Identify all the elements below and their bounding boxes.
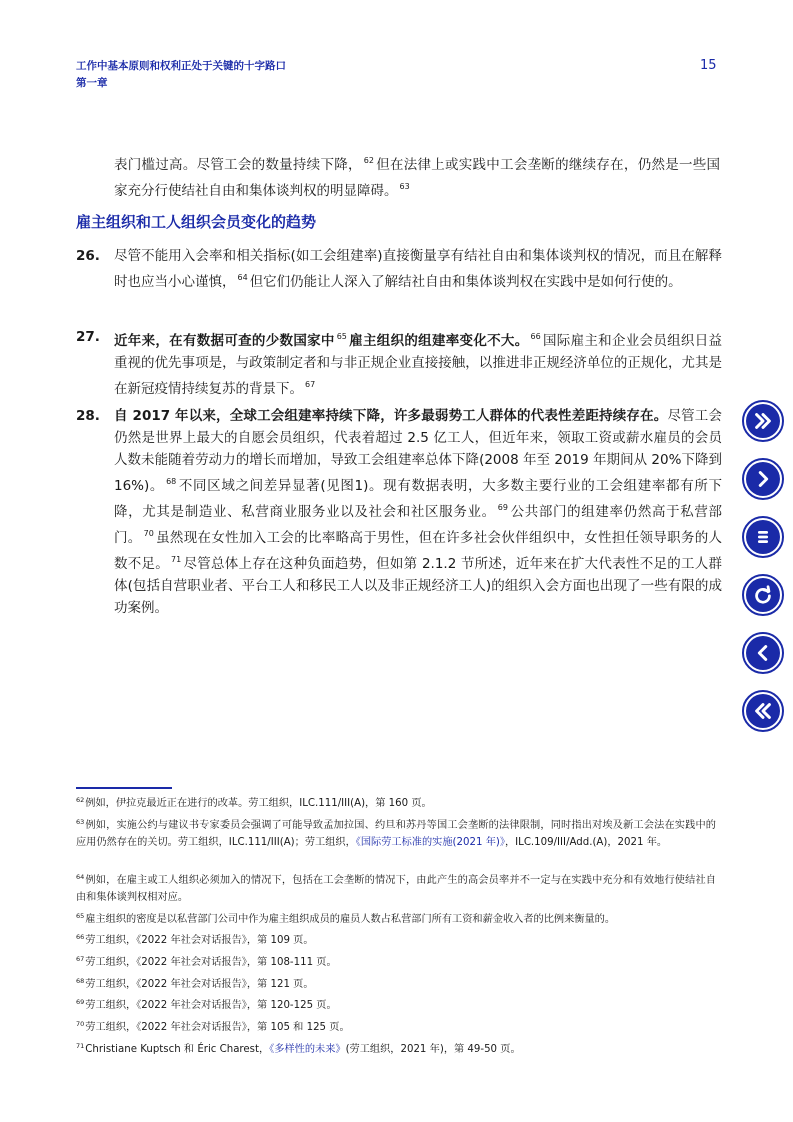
footnote-64: $^{64}$例如，在雇主或工人组织必须加入的情况下，包括在工会垄断的情况下，由此产生的高会员率并不一定与在实践中充分和有效地行使结社自由和集体谈判权相对应。 bbox=[76, 873, 716, 903]
footnote-66: $^{66}$劳工组织，《2022 年社会对话报告》，第 109 页。 bbox=[76, 933, 314, 946]
footnote-69: $^{69}$劳工组织，《2022 年社会对话报告》，第 120-125 页。 bbox=[76, 998, 337, 1011]
footnote-ref[interactable]: 69 bbox=[497, 503, 508, 512]
running-header bbox=[76, 58, 286, 92]
footnote-ref[interactable]: 68 bbox=[166, 477, 177, 486]
footnote-62: $^{62}$例如，伊拉克最近正在进行的改革。劳工组织，ILC.111/III(A)，第 160 页。 bbox=[76, 796, 432, 809]
chevron-left-icon bbox=[752, 642, 774, 664]
paragraph-26 bbox=[76, 245, 722, 293]
footnote-ref[interactable]: 70 bbox=[143, 529, 154, 538]
document-title: 工作中基本原则和权利正处于关键的十字路口 bbox=[76, 60, 286, 72]
footnote-63: $^{63}$例如，实施公约与建议书专家委员会强调了可能导致孟加拉国、约旦和苏丹等国工会垄断的法律限制，同时指出对埃及新工会法在实践中的应用仍然存在的关切。劳工组织，ILC.111/III(A)；劳工组织，《国际劳工标准的实施(2021 年)》，ILC.109/III/Add.(A)，2021 年。 bbox=[76, 818, 716, 848]
footnote-ref[interactable]: 66 bbox=[530, 332, 541, 341]
chevron-right-icon bbox=[752, 468, 774, 490]
paragraph-number: 27. bbox=[76, 329, 100, 345]
footnote-68: $^{68}$劳工组织，《2022 年社会对话报告》，第 121 页。 bbox=[76, 977, 314, 990]
back-button[interactable] bbox=[742, 574, 784, 616]
intro-paragraph: 表门槛过高。尽管工会的数量持续下降， $^{62}$ 但在法律上或实践中工会垄断的继续存在，仍然是一些国家充分行使结社自由和集体谈判权的明显障碍。 $^{63}$ bbox=[114, 156, 721, 199]
previous-page-button[interactable] bbox=[742, 632, 784, 674]
footnote-ref[interactable]: 63 bbox=[399, 182, 410, 191]
paragraph-number: 28. bbox=[76, 408, 100, 424]
footnote-ref[interactable]: 71 bbox=[171, 555, 182, 564]
paragraph-number: 26. bbox=[76, 248, 100, 264]
page-number: 15 bbox=[700, 58, 717, 73]
footnote-71: $^{71}$Christiane Kuptsch 和 Éric Charest，《多样性的未来》(劳工组织，2021 年)，第 49-50 页。 bbox=[76, 1042, 521, 1055]
paragraph-27 bbox=[76, 326, 722, 400]
footnote-ref[interactable]: 62 bbox=[363, 156, 374, 165]
paragraph-28 bbox=[76, 405, 722, 619]
section-heading: 雇主组织和工人组织会员变化的趋势 bbox=[76, 213, 317, 231]
report-link[interactable]: 《多样性的未来》 bbox=[269, 1044, 346, 1055]
footnote-67: $^{67}$劳工组织，《2022 年社会对话报告》，第 108-111 页。 bbox=[76, 955, 337, 968]
report-link[interactable]: 《国际劳工标准的实施(2021 年)》 bbox=[355, 837, 505, 848]
footnote-ref[interactable]: 64 bbox=[237, 273, 248, 282]
footnote-ref[interactable]: 65 bbox=[336, 332, 347, 341]
double-chevron-right-icon bbox=[752, 410, 774, 432]
menu-lines-icon bbox=[752, 526, 774, 548]
last-page-button[interactable] bbox=[742, 400, 784, 442]
chapter-label: 第一章 bbox=[76, 77, 108, 89]
refresh-icon bbox=[752, 584, 774, 606]
footnote-divider bbox=[76, 787, 172, 789]
double-chevron-left-icon bbox=[752, 700, 774, 722]
next-page-button[interactable] bbox=[742, 458, 784, 500]
footnote-ref[interactable]: 67 bbox=[305, 380, 316, 389]
first-page-button[interactable] bbox=[742, 690, 784, 732]
footnote-65: $^{65}$雇主组织的密度是以私营部门公司中作为雇主组织成员的雇员人数占私营部门所有工资和薪金收入者的比例来衡量的。 bbox=[76, 912, 616, 925]
paragraph-text: 近年来，在有数据可查的少数国家中 $^{65}$ 雇主组织的组建率变化不大。 $^{66}$ 国际雇主和企业会员组织日益重视的优先事项是，与政策制定者和与非正规企业直接接触，以推进非正规经济单位的正规化，尤其是在新冠疫情持续复苏的背景下。 $^{67}$ bbox=[114, 332, 723, 397]
footnote-70: $^{70}$劳工组织，《2022 年社会对话报告》，第 105 和 125 页。 bbox=[76, 1020, 350, 1033]
paragraph-text: 尽管不能用入会率和相关指标(如工会组建率)直接衡量享有结社自由和集体谈判权的情况，而且在解释时也应当小心谨慎， $^{64}$ 但它们仍能让人深入了解结社自由和集体谈判权在实践中是如何行使的。 bbox=[114, 248, 722, 290]
contents-button[interactable] bbox=[742, 516, 784, 558]
paragraph-text: 自 2017 年以来，全球工会组建率持续下降，许多最弱势工人群体的代表性差距持续存在。尽管工会仍然是世界上最大的自愿会员组织，代表着超过 2.5 亿工人，但近年来，领取工资或薪水雇员的会员人数未能随着劳动力的增长而增加，导致工会组建率总体下降(2008 年至 2019 年期间从 20%下降到 16%)。 $^{68}$ 不同区域之间差异显著(见图1)。现有数据表明，大多数主要行业的工会组建率都有所下降，尤其是制造业、私营商业服务业以及社会和社区服务业。 $^{69}$ 公共部门的组建率仍然高于私营部门。 $^{70}$ 虽然现在女性加入工会的比率略高于男性，但在许多社会伙伴组织中，女性担任领导职务的人数不足。 $^{71}$ 尽管总体上存在这种负面趋势，但如第 2.1.2 节所述，近年来在扩大代表性不足的工人群体(包括自营职业者、平台工人和移民工人以及非正规经济工人)的组织入会方面也出现了一些有限的成功案例。 bbox=[114, 408, 723, 616]
